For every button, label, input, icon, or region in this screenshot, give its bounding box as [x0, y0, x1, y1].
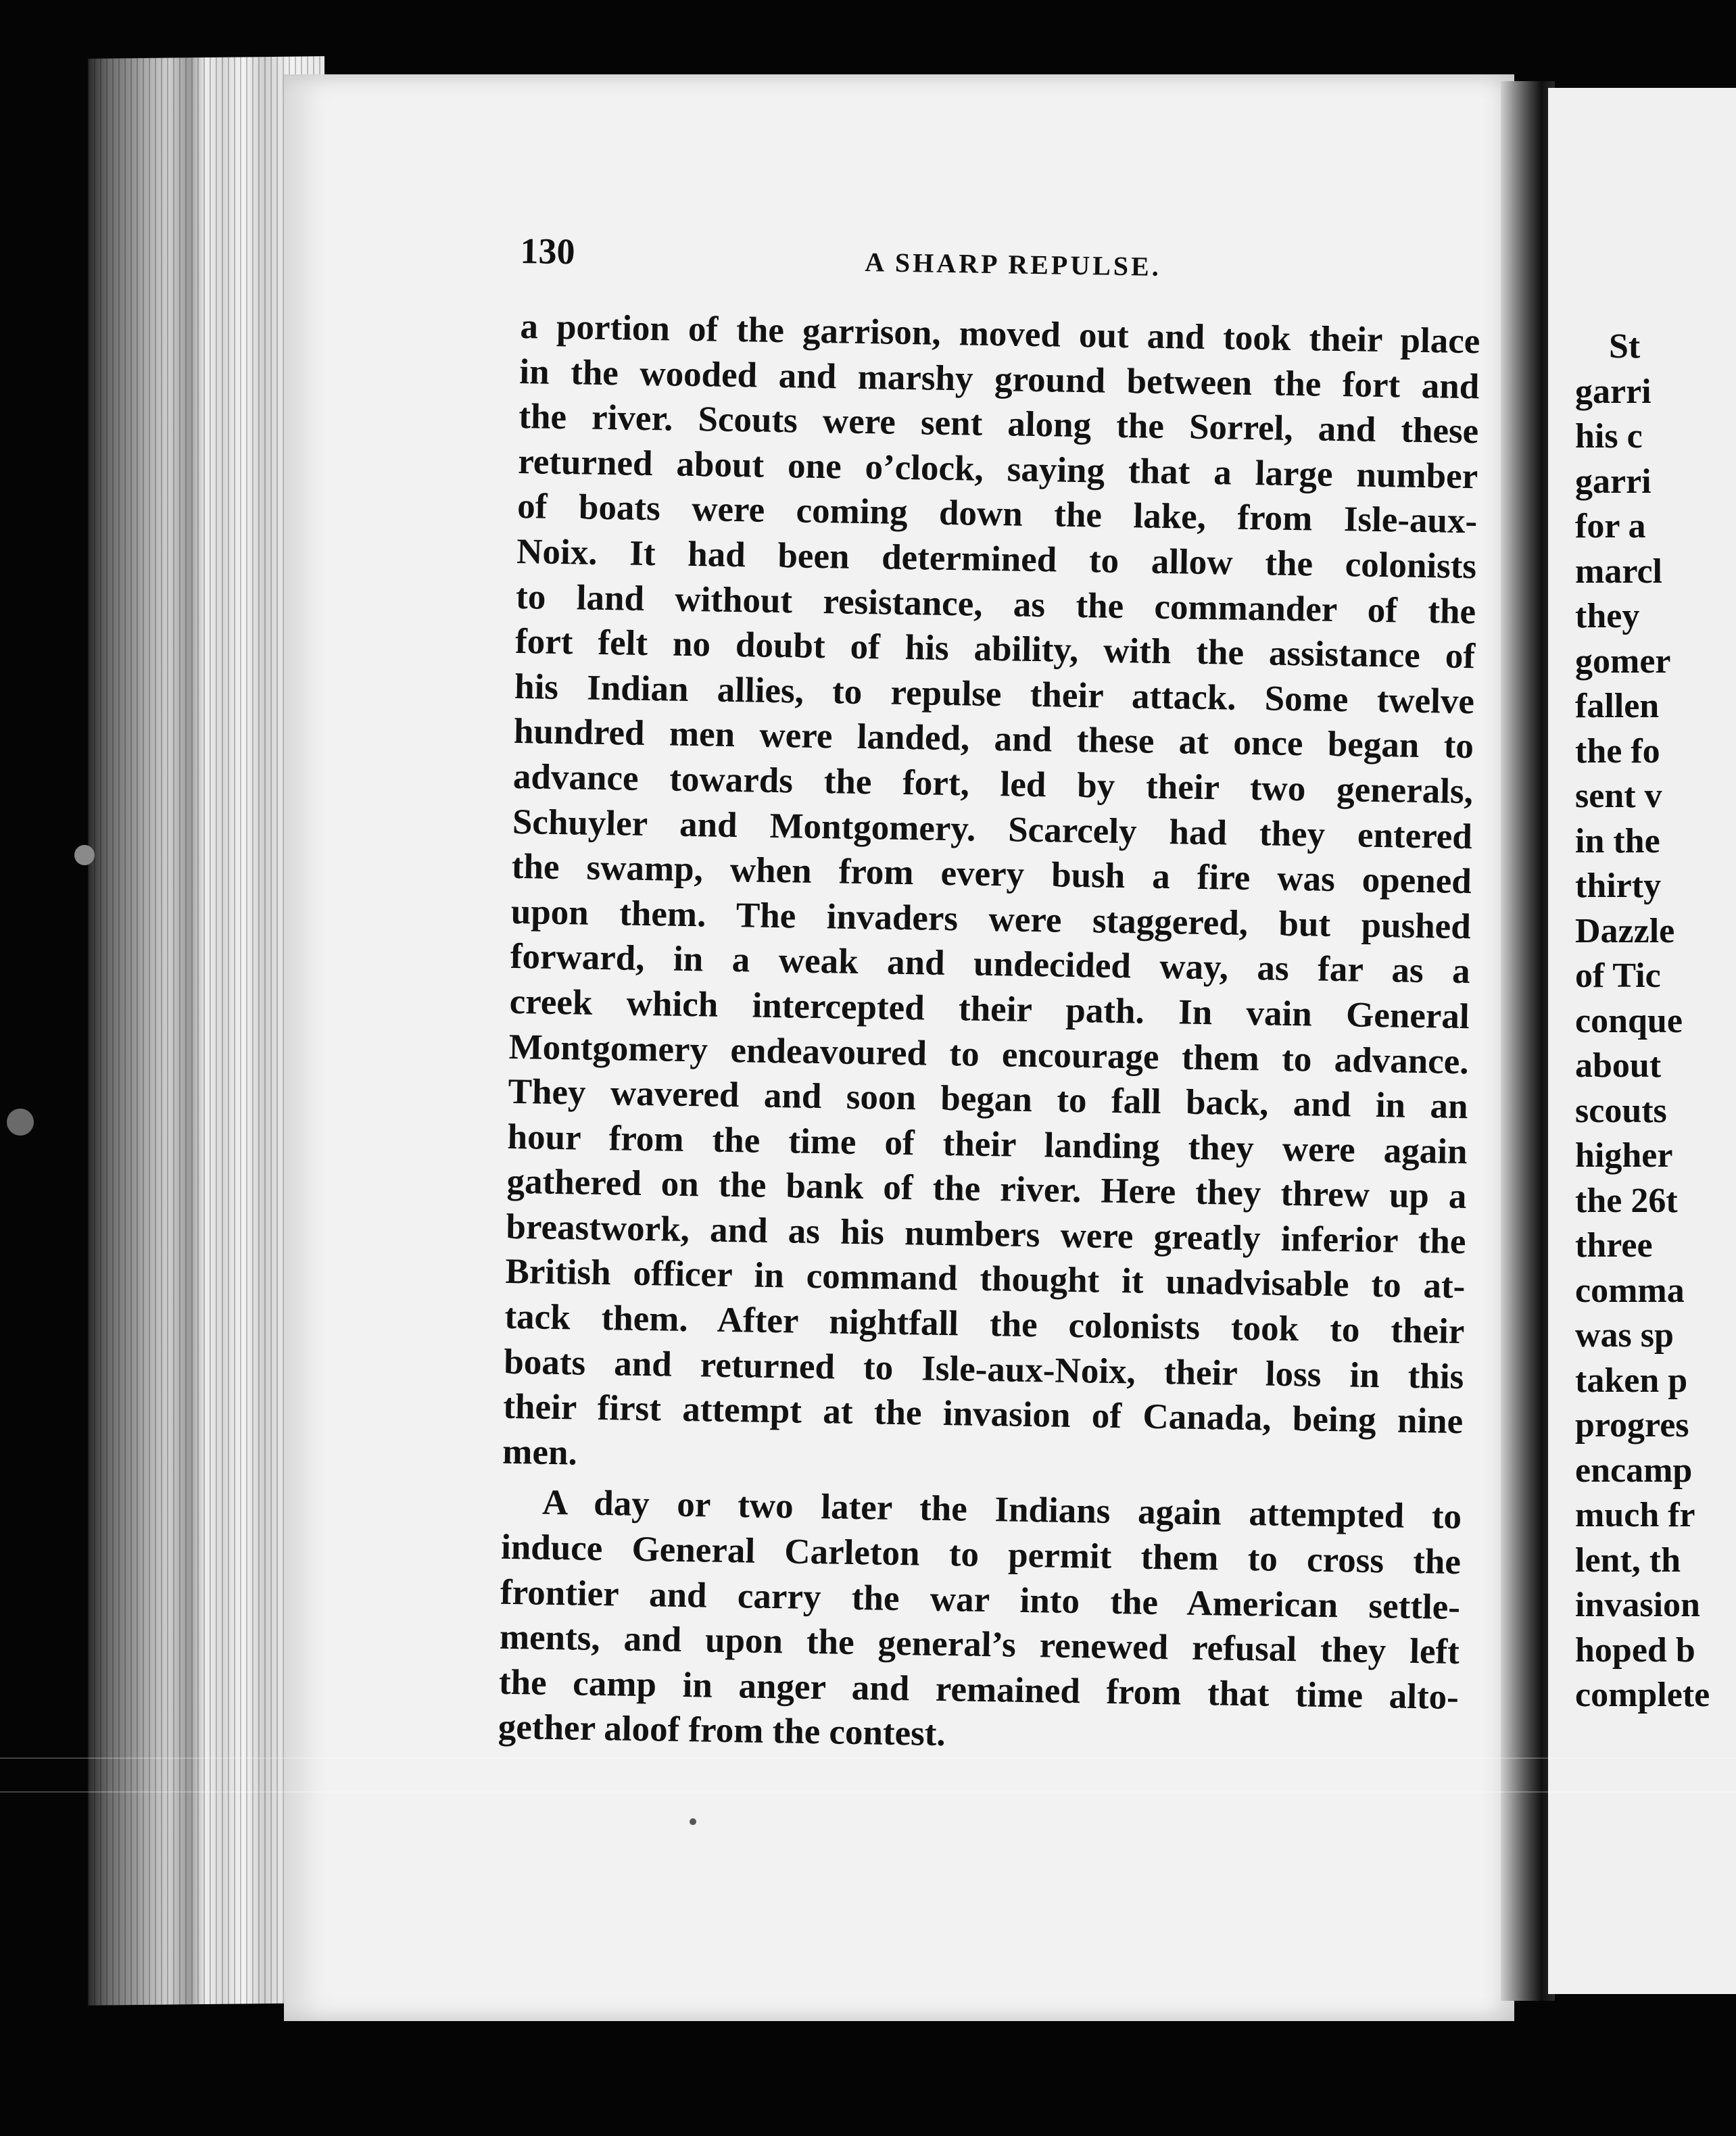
facing-text-fragment: of Tic	[1575, 956, 1661, 995]
text-line: returned about one o’clock, saying that a large number	[517, 441, 1478, 497]
text-line: ments, and upon the general’s renewed refusal they left	[499, 1617, 1460, 1672]
text-line: gathered on the bank of the river. Here they threw up a	[506, 1162, 1467, 1217]
scan-speck	[690, 1818, 696, 1825]
facing-text-fragment: Dazzle	[1575, 911, 1675, 950]
facing-text-fragment: garri	[1575, 372, 1651, 411]
text-line: They wavered and soon began to fall back, and in an	[508, 1071, 1468, 1127]
text-line: men.	[502, 1432, 578, 1473]
text-line: tack them. After nightfall the colonists took to their	[504, 1296, 1465, 1352]
page-number: 130	[520, 230, 575, 272]
text-line: of boats were coming down the lake, from Isle-aux-	[516, 487, 1478, 541]
text-line: creek which intercepted their path. In vain General	[509, 981, 1470, 1037]
text-line: breastwork, and as his numbers were greatly inferior the	[506, 1207, 1466, 1262]
facing-text-fragment: the 26t	[1575, 1181, 1678, 1220]
text-line: a portion of the garrison, moved out and took their place	[520, 306, 1480, 362]
facing-text-fragment: for a	[1575, 507, 1646, 545]
text-line: in the wooded and marshy ground between the fort and	[519, 351, 1480, 406]
facing-text-fragment: lent, th	[1575, 1540, 1681, 1580]
text-line: induce General Carleton to permit them to cross the	[500, 1527, 1462, 1582]
text-line: the swamp, when from every bush a fire was opened	[511, 847, 1472, 902]
facing-text-fragment: they	[1575, 597, 1640, 635]
facing-text-fragment: encamp	[1575, 1451, 1693, 1490]
facing-text-fragment: much fr	[1575, 1496, 1695, 1534]
facing-text-fragment: progres	[1575, 1406, 1689, 1445]
scan-speck	[74, 845, 95, 865]
facing-text-fragment: was sp	[1575, 1316, 1674, 1355]
facing-page-text	[1548, 324, 1710, 1718]
text-line: frontier and carry the war into the American settle-	[500, 1572, 1461, 1627]
running-title: A SHARP REPULSE.	[864, 247, 1162, 282]
text-line: hour from the time of their landing they were again	[507, 1117, 1468, 1171]
facing-text-fragment: three	[1575, 1226, 1653, 1265]
text-line: Schuyler and Montgomery. Scarcely had they entered	[512, 802, 1473, 856]
facing-text-fragment: sent v	[1575, 777, 1662, 815]
facing-text-fragment: St	[1609, 327, 1641, 366]
scan-artifact-line	[0, 1791, 1736, 1793]
text-line: the camp in anger and remained from that time alto-	[498, 1662, 1460, 1717]
scan-speck	[7, 1109, 34, 1136]
facing-text-fragment: taken p	[1575, 1361, 1688, 1400]
facing-page	[1548, 88, 1736, 1994]
body-text	[498, 304, 1480, 1765]
text-line: upon them. The invaders were staggered, but pushed	[510, 892, 1472, 946]
text-line: his Indian allies, to repulse their attack. Some twelve	[514, 666, 1475, 721]
book-gutter	[1501, 81, 1555, 2001]
text-line: fort felt no doubt of his ability, with the assistance of	[514, 622, 1476, 677]
text-line: the river. Scouts were sent along the Sorrel, and these	[518, 397, 1479, 452]
facing-text-fragment: higher	[1575, 1136, 1673, 1175]
facing-text-fragment: comma	[1575, 1271, 1685, 1310]
text-line: Montgomery endeavoured to encourage them to advance.	[508, 1027, 1470, 1082]
facing-text-fragment: complete	[1575, 1676, 1710, 1714]
text-line: gether aloof from the contest.	[498, 1707, 946, 1754]
text-line: to land without resistance, as the commander of the	[515, 577, 1476, 631]
facing-text-fragment: invasion	[1575, 1586, 1700, 1624]
facing-text-fragment: fallen	[1575, 687, 1660, 725]
text-line: A day or two later the Indians again attempted to	[541, 1483, 1462, 1537]
text-line: forward, in a weak and undecided way, as far as a	[510, 937, 1471, 992]
text-line: hundred men were landed, and these at once began to	[513, 712, 1474, 767]
facing-text-fragment: his c	[1575, 417, 1643, 456]
facing-text-fragment: garri	[1575, 462, 1651, 501]
text-line: British officer in command thought it unadvisable to at-	[505, 1252, 1466, 1307]
facing-text-fragment: gomer	[1575, 641, 1671, 681]
facing-text-fragment: scouts	[1575, 1091, 1667, 1130]
text-line: boats and returned to Isle-aux-Noix, their loss in this	[503, 1342, 1464, 1397]
facing-text-fragment: hoped b	[1575, 1630, 1695, 1670]
text-line: Noix. It had been determined to allow the colonists	[516, 531, 1477, 587]
text-line: advance towards the fort, led by their two generals,	[512, 756, 1474, 812]
scan-artifact-line	[0, 1757, 1736, 1759]
facing-text-fragment: marcl	[1575, 552, 1662, 591]
facing-text-fragment: conque	[1575, 1001, 1683, 1040]
facing-text-fragment: about	[1575, 1046, 1662, 1085]
facing-text-fragment: thirty	[1575, 867, 1662, 905]
text-line: their first attempt at the invasion of Canada, being nine	[502, 1387, 1464, 1442]
facing-text-fragment: the fo	[1575, 731, 1660, 771]
facing-text-fragment: in the	[1575, 821, 1660, 860]
